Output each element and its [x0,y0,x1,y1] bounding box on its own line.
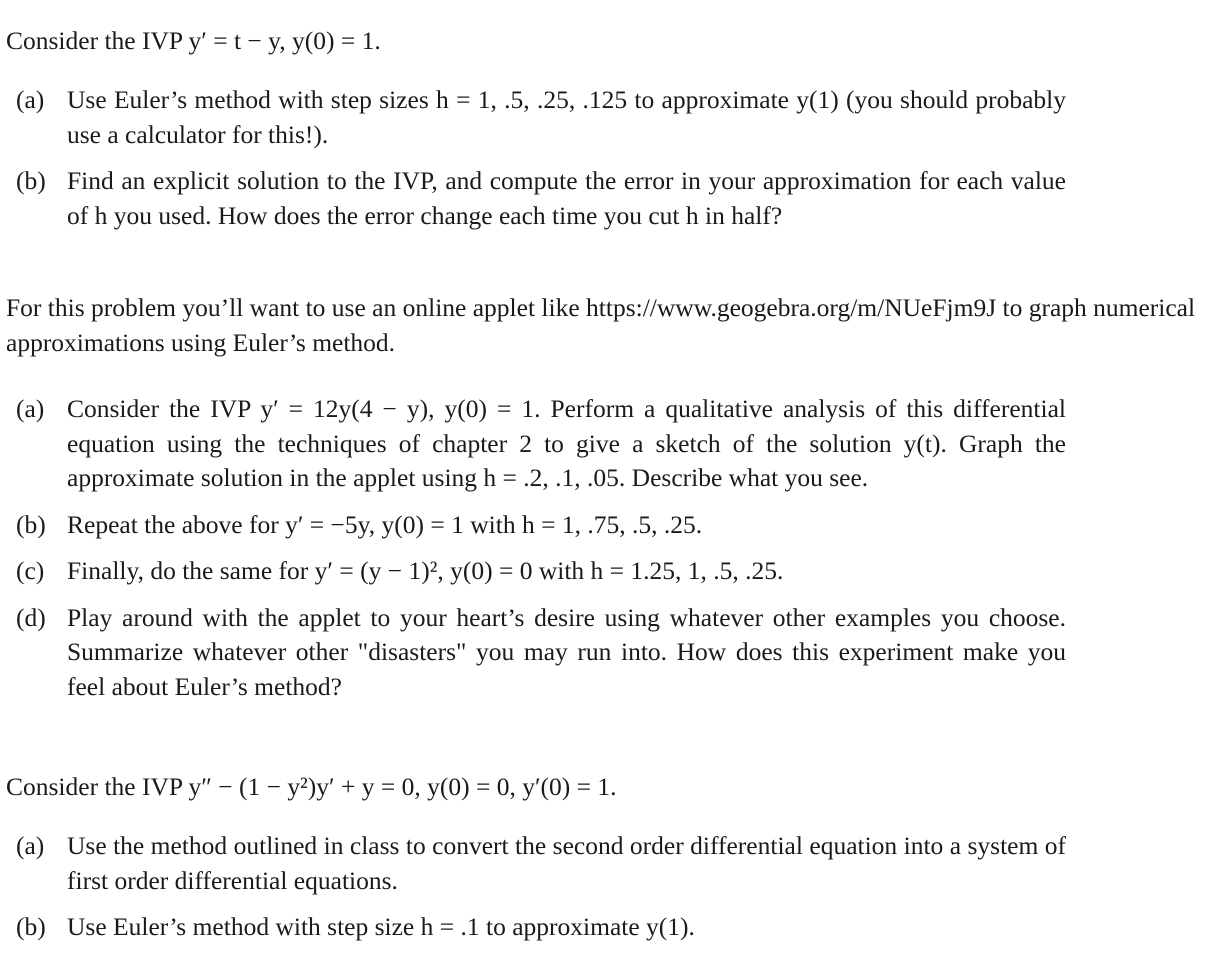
part-text: Use Euler’s method with step sizes h = 1, .5, .25, .125 to approximate y(1) (you should probably use a calculator for this!). [67,85,1066,149]
problem-2-parts [16,392,1066,716]
problem-3-parts [16,829,1066,957]
part-text: Find an explicit solution to the IVP, and compute the error in your approximation for each value of h you used. How does the error change each time you cut h in half? [67,166,1066,230]
part-label: (c) [16,556,45,585]
part-text: Use Euler’s method with step size h = .1 to approximate y(1). [67,912,695,941]
part-label: (b) [16,912,46,941]
problem-2-part-c [16,554,1066,589]
problem-2-part-a [16,392,1066,496]
part-text: Play around with the applet to your heart’s desire using whatever other examples you choose. Summarize whatever other "disasters" you may run into. How does this experiment make you feel about Euler’s method? [67,602,1066,701]
part-text: Consider the IVP y′ = 12y(4 − y), y(0) = 1. Perform a qualitative analysis of this differential equation using the techniques of chapter 2 to give a sketch of the solution y(t). Graph the approximate solution in the applet using h = .2, .1, .05. Describe what you see. [67,394,1066,492]
problem-2-part-b [16,508,1066,543]
part-label: (b) [16,509,46,539]
problem-3-intro: Consider the IVP y″ − (1 − y²)y′ + y = 0, y(0) = 0, y′(0) = 1. [6,772,617,801]
part-text: Finally, do the same for y′ = (y − 1)², y(0) = 0 with h = 1.25, 1, .5, .25. [67,556,784,585]
part-label: (d) [16,602,46,632]
part-label: (a) [16,831,45,860]
problem-2-intro: For this problem you’ll want to use an online applet like https://www.geogebra.org/m/NUeFjm9J to graph numerical approximations using Euler’s method. [6,293,1196,357]
part-text: Use the method outlined in class to convert the second order differential equation into a system of first order differential equations. [67,831,1066,895]
problem-3-part-b [16,910,1066,945]
part-label: (b) [16,166,46,195]
problem-3-part-a [16,829,1066,898]
part-label: (a) [16,85,45,114]
part-text: Repeat the above for y′ = −5y, y(0) = 1 with h = 1, .75, .5, .25. [67,509,703,539]
part-label: (a) [16,394,45,423]
problem-1-part-b [16,164,1066,233]
problem-2-part-d [16,601,1066,705]
problem-1-parts [16,83,1066,245]
problem-1-part-a [16,83,1066,152]
problem-1-intro: Consider the IVP y′ = t − y, y(0) = 1. [6,26,381,55]
